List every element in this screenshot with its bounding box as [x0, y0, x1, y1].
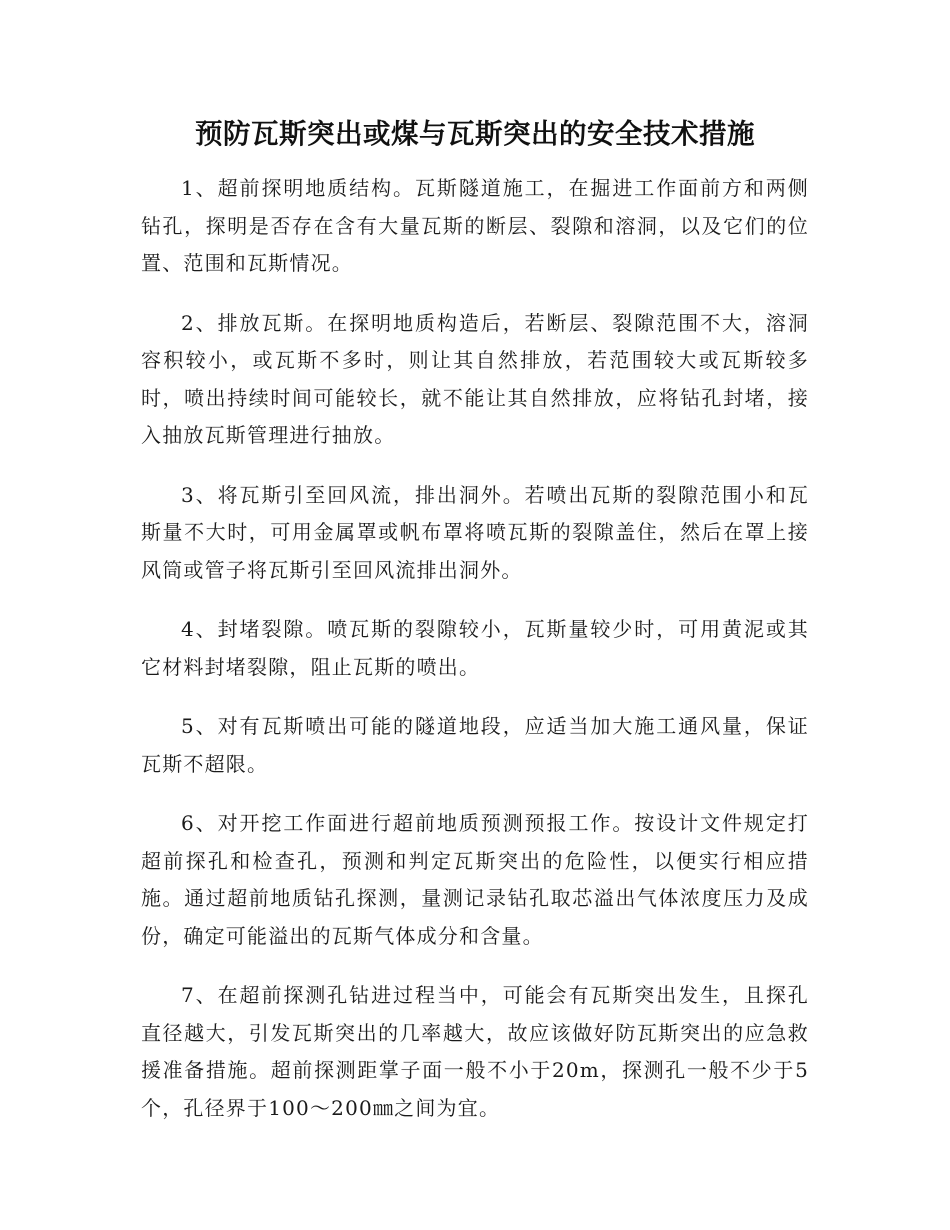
paragraph-3: 3、将瓦斯引至回风流，排出洞外。若喷出瓦斯的裂隙范围小和瓦斯量不大时，可用金属罩或帆布罩将喷瓦斯的裂隙盖住，然后在罩上接风筒或管子将瓦斯引至回风流排出洞外。	[141, 482, 809, 582]
paragraph-6: 6、对开挖工作面进行超前地质预测预报工作。按设计文件规定打超前探孔和检查孔，预测和判定瓦斯突出的危险性，以便实行相应措施。通过超前地质钻孔探测，量测记录钻孔取芯溢出气体浓度压力及成份，确定可能溢出的瓦斯气体成分和含量。	[141, 811, 809, 948]
paragraph-2: 2、排放瓦斯。在探明地质构造后，若断层、裂隙范围不大，溶洞容积较小，或瓦斯不多时，则让其自然排放，若范围较大或瓦斯较多时，喷出持续时间可能较长，就不能让其自然排放，应将钻孔封堵，接入抽放瓦斯管理进行抽放。	[141, 310, 809, 447]
document-page	[141, 108, 809, 1149]
document-title: 预防瓦斯突出或煤与瓦斯突出的安全技术措施	[195, 118, 755, 150]
paragraph-1: 1、超前探明地质结构。瓦斯隧道施工，在掘进工作面前方和两侧钻孔，探明是否存在含有大量瓦斯的断层、裂隙和溶洞，以及它们的位置、范围和瓦斯情况。	[141, 176, 809, 275]
paragraph-4: 4、封堵裂隙。喷瓦斯的裂隙较小，瓦斯量较少时，可用黄泥或其它材料封堵裂隙，阻止瓦斯的喷出。	[141, 617, 809, 679]
paragraph-7: 7、在超前探测孔钻进过程当中，可能会有瓦斯突出发生，且探孔直径越大，引发瓦斯突出的几率越大，故应该做好防瓦斯突出的应急救援准备措施。超前探测距掌子面一般不小于20m，探测孔一般不少于5个，孔径界于100～200㎜之间为宜。	[141, 983, 809, 1120]
paragraph-5: 5、对有瓦斯喷出可能的隧道地段，应适当加大施工通风量，保证瓦斯不超限。	[141, 714, 809, 776]
